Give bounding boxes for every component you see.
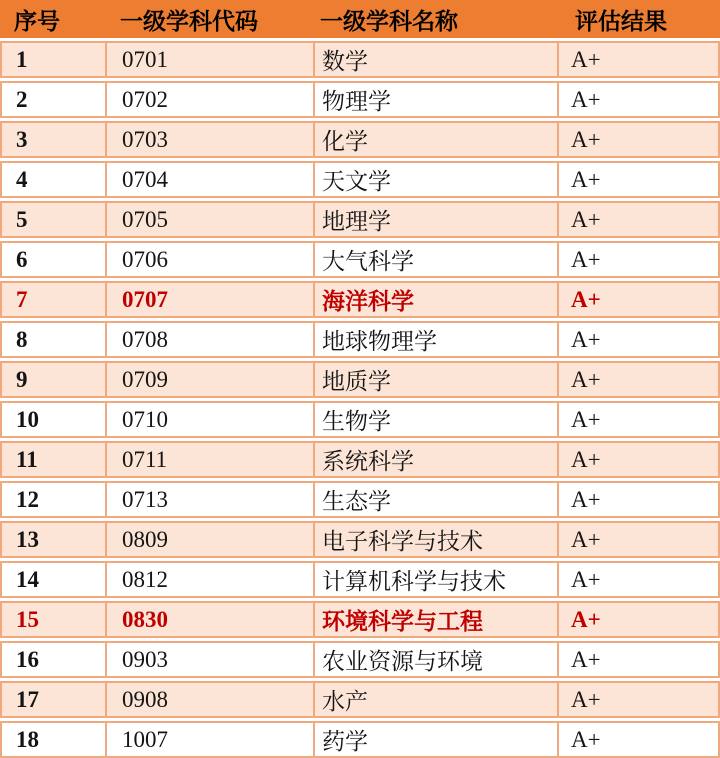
cell-evaluation-result: A+ bbox=[557, 123, 718, 156]
cell-evaluation-result: A+ bbox=[557, 283, 718, 316]
cell-seq-no: 15 bbox=[16, 606, 39, 632]
cell-evaluation-result: A+ bbox=[557, 363, 718, 396]
cell-discipline-code: 0705 bbox=[105, 203, 313, 236]
table-row bbox=[0, 441, 720, 478]
cell-seq-no: 17 bbox=[16, 686, 39, 712]
cell-discipline-name: 物理学 bbox=[313, 83, 557, 116]
cell-evaluation-result: A+ bbox=[557, 83, 718, 116]
table-row bbox=[0, 481, 720, 518]
cell-discipline-name: 药学 bbox=[313, 723, 557, 756]
cell-seq-no: 7 bbox=[16, 286, 28, 312]
cell-seq-no: 4 bbox=[16, 166, 28, 192]
cell-evaluation-result: A+ bbox=[557, 163, 718, 196]
header-evaluation-result: 评估结果 bbox=[575, 8, 667, 34]
cell-discipline-code: 0710 bbox=[105, 403, 313, 436]
table-row bbox=[0, 521, 720, 558]
cell-discipline-name: 地质学 bbox=[313, 363, 557, 396]
cell-discipline-code: 0708 bbox=[105, 323, 313, 356]
cell-discipline-code: 0903 bbox=[105, 643, 313, 676]
cell-discipline-name: 农业资源与环境 bbox=[313, 643, 557, 676]
cell-discipline-code: 0706 bbox=[105, 243, 313, 276]
cell-discipline-code: 0908 bbox=[105, 683, 313, 716]
cell-discipline-code: 0812 bbox=[105, 563, 313, 596]
table-row bbox=[0, 81, 720, 118]
cell-seq-no: 6 bbox=[16, 246, 28, 272]
cell-seq-no: 16 bbox=[16, 646, 39, 672]
cell-discipline-name: 水产 bbox=[313, 683, 557, 716]
table-row bbox=[0, 321, 720, 358]
cell-discipline-code: 0830 bbox=[105, 603, 313, 636]
cell-discipline-code: 0704 bbox=[105, 163, 313, 196]
cell-evaluation-result: A+ bbox=[557, 723, 718, 756]
cell-discipline-code: 1007 bbox=[105, 723, 313, 756]
cell-seq-no: 9 bbox=[16, 366, 28, 392]
cell-discipline-name: 系统科学 bbox=[313, 443, 557, 476]
table-row bbox=[0, 681, 720, 718]
cell-discipline-code: 0709 bbox=[105, 363, 313, 396]
cell-evaluation-result: A+ bbox=[557, 323, 718, 356]
cell-evaluation-result: A+ bbox=[557, 203, 718, 236]
cell-discipline-code: 0702 bbox=[105, 83, 313, 116]
cell-discipline-name: 生态学 bbox=[313, 483, 557, 516]
table-row bbox=[0, 201, 720, 238]
table-row bbox=[0, 241, 720, 278]
cell-seq-no: 10 bbox=[16, 406, 39, 432]
cell-discipline-code: 0703 bbox=[105, 123, 313, 156]
cell-evaluation-result: A+ bbox=[557, 43, 718, 76]
table-row bbox=[0, 281, 720, 318]
cell-evaluation-result: A+ bbox=[557, 643, 718, 676]
cell-discipline-name: 生物学 bbox=[313, 403, 557, 436]
cell-discipline-code: 0711 bbox=[105, 443, 313, 476]
cell-seq-no: 12 bbox=[16, 486, 39, 512]
cell-discipline-name: 环境科学与工程 bbox=[313, 603, 557, 636]
cell-seq-no: 8 bbox=[16, 326, 28, 352]
cell-evaluation-result: A+ bbox=[557, 563, 718, 596]
cell-discipline-code: 0713 bbox=[105, 483, 313, 516]
cell-evaluation-result: A+ bbox=[557, 443, 718, 476]
table-row bbox=[0, 161, 720, 198]
header-discipline-code: 一级学科代码 bbox=[120, 8, 258, 34]
cell-evaluation-result: A+ bbox=[557, 403, 718, 436]
cell-seq-no: 3 bbox=[16, 126, 28, 152]
table-row bbox=[0, 361, 720, 398]
table-row bbox=[0, 401, 720, 438]
cell-discipline-name: 数学 bbox=[313, 43, 557, 76]
cell-evaluation-result: A+ bbox=[557, 243, 718, 276]
cell-discipline-name: 海洋科学 bbox=[313, 283, 557, 316]
table-row bbox=[0, 601, 720, 638]
cell-discipline-name: 大气科学 bbox=[313, 243, 557, 276]
cell-seq-no: 13 bbox=[16, 526, 39, 552]
cell-discipline-code: 0701 bbox=[105, 43, 313, 76]
header-discipline-name: 一级学科名称 bbox=[320, 8, 458, 34]
cell-discipline-code: 0809 bbox=[105, 523, 313, 556]
cell-seq-no: 11 bbox=[16, 446, 38, 472]
table-row bbox=[0, 641, 720, 678]
table-row bbox=[0, 721, 720, 758]
cell-seq-no: 14 bbox=[16, 566, 39, 592]
cell-seq-no: 1 bbox=[16, 46, 28, 72]
cell-evaluation-result: A+ bbox=[557, 603, 718, 636]
table-row bbox=[0, 561, 720, 598]
cell-discipline-code: 0707 bbox=[105, 283, 313, 316]
cell-discipline-name: 地理学 bbox=[313, 203, 557, 236]
cell-evaluation-result: A+ bbox=[557, 683, 718, 716]
cell-discipline-name: 地球物理学 bbox=[313, 323, 557, 356]
table-row bbox=[0, 41, 720, 78]
cell-discipline-name: 电子科学与技术 bbox=[313, 523, 557, 556]
cell-seq-no: 5 bbox=[16, 206, 28, 232]
cell-discipline-name: 天文学 bbox=[313, 163, 557, 196]
header-seq-no: 序号 bbox=[14, 8, 60, 34]
cell-seq-no: 18 bbox=[16, 726, 39, 752]
cell-discipline-name: 化学 bbox=[313, 123, 557, 156]
table-header-row bbox=[0, 0, 720, 38]
cell-discipline-name: 计算机科学与技术 bbox=[313, 563, 557, 596]
cell-evaluation-result: A+ bbox=[557, 523, 718, 556]
cell-seq-no: 2 bbox=[16, 86, 28, 112]
cell-evaluation-result: A+ bbox=[557, 483, 718, 516]
table-row bbox=[0, 121, 720, 158]
